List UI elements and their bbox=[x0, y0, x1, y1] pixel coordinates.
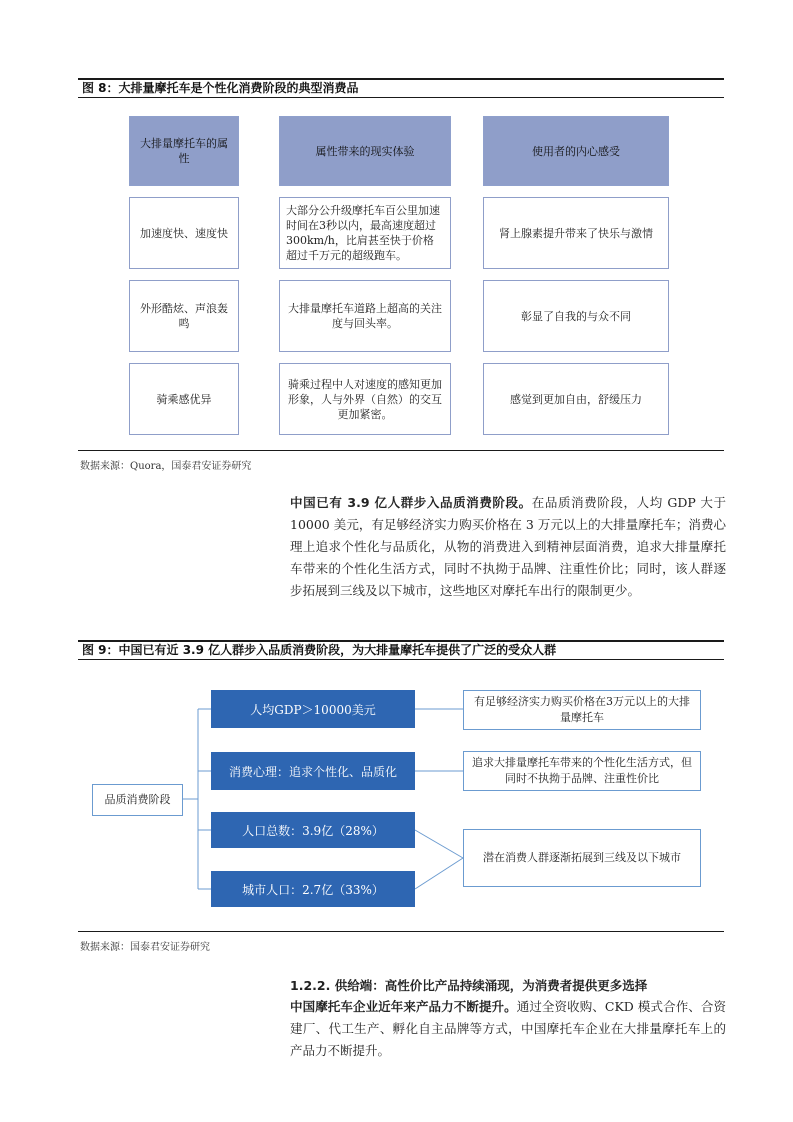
note-city-expansion: 潜在消费人群逐渐拓展到三线及以下城市 bbox=[463, 829, 701, 887]
item-population: 人口总数：3.9亿（28%） bbox=[211, 812, 415, 848]
figure-8-source: 数据来源：Quora，国泰君安证券研究 bbox=[80, 461, 252, 472]
root-quality-stage: 品质消费阶段 bbox=[92, 784, 183, 816]
paragraph-lead: 中国已有 3.9 亿人群步入品质消费阶段。 bbox=[290, 495, 532, 510]
table-cell: 骑乘感优异 bbox=[129, 363, 239, 435]
header-experience: 属性带来的现实体验 bbox=[279, 116, 451, 186]
item-psychology: 消费心理：追求个性化、品质化 bbox=[211, 752, 415, 790]
section-heading: 1.2.2. 供给端：高性价比产品持续涌现，为消费者提供更多选择 bbox=[290, 978, 648, 993]
figure-8-title: 图 8：大排量摩托车是个性化消费阶段的典型消费品 bbox=[78, 78, 724, 98]
figure-9-bottom-rule bbox=[78, 931, 724, 932]
item-urban-population: 城市人口：2.7亿（33%） bbox=[211, 871, 415, 907]
paragraph-body: 在品质消费阶段，人均 GDP 大于 10000 美元，有足够经济实力购买价格在 3 万元以上的大排量摩托车；消费心理上追求个性化与品质化，从物的消费进入到精神层面消费，追求大排量摩托车带来的个性化生活方式，同时不执拗于品牌、注重性价比；同时，该人群逐步拓展到三线及以下城市，这些地区对摩托车出行的限制更少。 bbox=[290, 495, 726, 598]
table-cell: 骑乘过程中人对速度的感知更加形象，人与外界（自然）的交互更加紧密。 bbox=[279, 363, 451, 435]
table-cell: 大排量摩托车道路上超高的关注度与回头率。 bbox=[279, 280, 451, 352]
header-attribute: 大排量摩托车的属性 bbox=[129, 116, 239, 186]
header-feeling: 使用者的内心感受 bbox=[483, 116, 669, 186]
paragraph-lead: 中国摩托车企业近年来产品力不断提升。 bbox=[290, 999, 517, 1014]
item-gdp: 人均GDP＞10000美元 bbox=[211, 690, 415, 728]
paragraph-body: 通过全资收购、CKD 模式合作、合资建厂、代工生产、孵化自主品牌等方式，中国摩托车企业在大排量摩托车上的产品力不断提升。 bbox=[290, 999, 726, 1058]
figure-9-title: 图 9：中国已有近 3.9 亿人群步入品质消费阶段，为大排量摩托车提供了广泛的受众人群 bbox=[78, 640, 724, 660]
table-cell: 大部分公升级摩托车百公里加速时间在3秒以内，最高速度超过300km/h，比肩甚至快于价格超过千万元的超级跑车。 bbox=[279, 197, 451, 269]
table-cell: 感觉到更加自由，舒缓压力 bbox=[483, 363, 669, 435]
paragraph-supply bbox=[290, 996, 726, 1062]
table-cell: 加速度快、速度快 bbox=[129, 197, 239, 269]
figure-9-source: 数据来源：国泰君安证券研究 bbox=[80, 942, 210, 953]
note-purchasing-power: 有足够经济实力购买价格在3万元以上的大排量摩托车 bbox=[463, 690, 701, 730]
table-cell: 肾上腺素提升带来了快乐与激情 bbox=[483, 197, 669, 269]
table-cell: 外形酷炫、声浪轰鸣 bbox=[129, 280, 239, 352]
note-lifestyle: 追求大排量摩托车带来的个性化生活方式，但同时不执拗于品牌、注重性价比 bbox=[463, 751, 701, 791]
table-cell: 彰显了自我的与众不同 bbox=[483, 280, 669, 352]
